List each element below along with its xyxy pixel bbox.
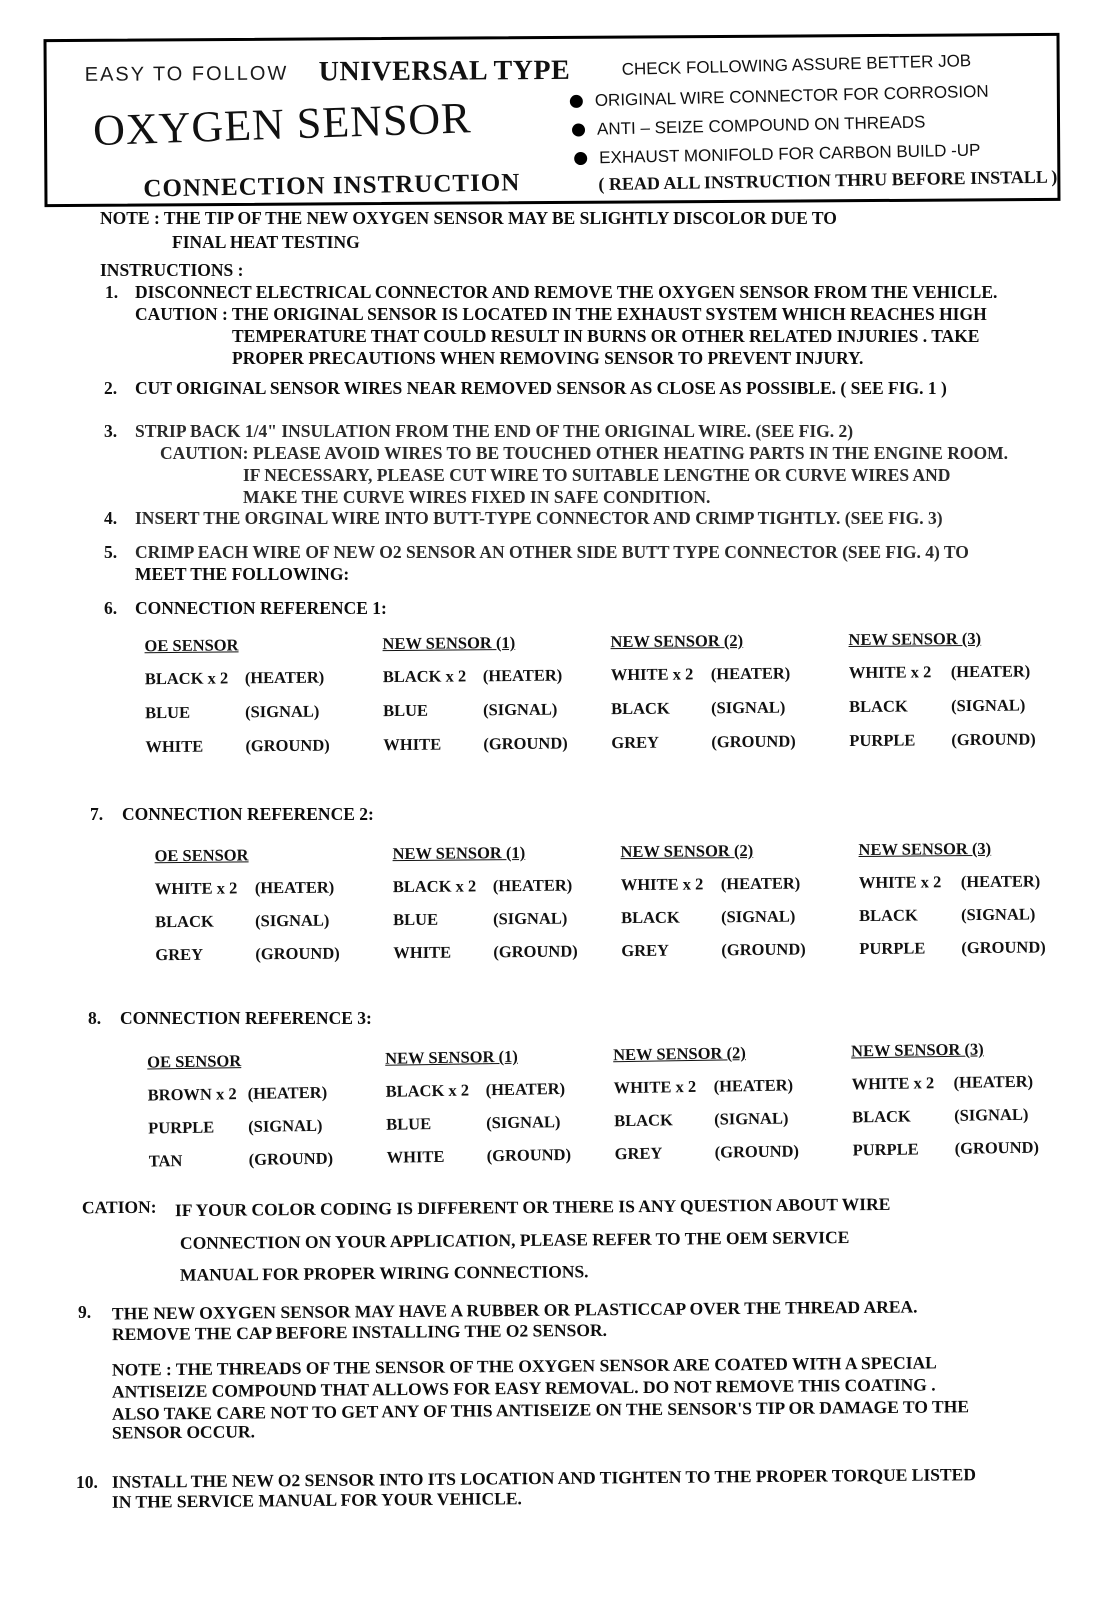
step-1-line-3: TEMPERATURE THAT COULD RESULT IN BURNS OR OTHER RELATED INJURIES . TAKE	[232, 326, 980, 346]
step-10-line-1: INSTALL THE NEW O2 SENSOR INTO ITS LOCATION AND TIGHTEN TO THE PROPER TORQUE LISTED	[111, 1464, 977, 1492]
cell-type: (HEATER)	[244, 667, 325, 688]
step-number: 1.	[105, 282, 119, 302]
header-box	[43, 33, 1060, 207]
step-number: 7.	[90, 804, 104, 824]
cell-type: (SIGNAL)	[950, 695, 1026, 716]
step-3-line-4: MAKE THE CURVE WIRES FIXED IN SAFE CONDITION.	[243, 487, 711, 507]
step-1-line-1: DISCONNECT ELECTRICAL CONNECTOR AND REMOVE THE OXYGEN SENSOR FROM THE VEHICLE.	[135, 282, 998, 302]
cell-color: BLUE	[383, 700, 429, 721]
cell-type: (HEATER)	[950, 661, 1031, 682]
cell-color: BLACK x 2	[385, 1080, 470, 1101]
cell-type: (SIGNAL)	[486, 1112, 561, 1133]
step-3-line-2: CAUTION: PLEASE AVOID WIRES TO BE TOUCHED OTHER HEATING PARTS IN THE ENGINE ROOM.	[160, 443, 1008, 463]
cell-type: (GROUND)	[486, 1144, 572, 1166]
cell-color: WHITE x 2	[620, 874, 704, 895]
step-2-line-1: CUT ORIGINAL SENSOR WIRES NEAR REMOVED SENSOR AS CLOSE AS POSSIBLE. ( SEE FIG. 1 )	[135, 378, 947, 398]
cell-color: PURPLE	[849, 730, 916, 751]
cell-color: BLACK	[858, 905, 918, 926]
cell-color: GREY	[614, 1143, 663, 1164]
header-bullet-list	[570, 81, 1051, 174]
bullet-text: ANTI – SEIZE COMPOUND ON THREADS	[596, 112, 926, 139]
step-number: 2.	[104, 378, 118, 398]
step-number: 9.	[78, 1302, 92, 1322]
step-3-line-1: STRIP BACK 1/4" INSULATION FROM THE END OF THE ORIGINAL WIRE. (SEE FIG. 2)	[135, 421, 854, 441]
cell-type: (SIGNAL)	[720, 906, 796, 927]
step-1-line-2: CAUTION : THE ORIGINAL SENSOR IS LOCATED IN THE EXHAUST SYSTEM WHICH REACHES HIGH	[135, 304, 987, 324]
step-9-line-1: THE NEW OXYGEN SENSOR MAY HAVE A RUBBER OR PLASTICCAP OVER THE THREAD AREA.	[111, 1296, 918, 1324]
cell-type: (GROUND)	[493, 941, 578, 962]
cell-type: (GROUND)	[951, 729, 1036, 750]
bullet-dot-icon	[574, 152, 587, 165]
cell-type: (GROUND)	[961, 937, 1046, 958]
cell-type: (SIGNAL)	[710, 697, 786, 718]
cell-color: GREY	[611, 732, 660, 753]
step-1-line-4: PROPER PRECAUTIONS WHEN REMOVING SENSOR TO PREVENT INJURY.	[232, 348, 864, 368]
connection-reference-3-heading: CONNECTION REFERENCE 3:	[120, 1008, 372, 1028]
caution-line-1: IF YOUR COLOR CODING IS DIFFERENT OR THERE IS ANY QUESTION ABOUT WIRE	[174, 1193, 891, 1221]
cell-type: (GROUND)	[714, 1141, 800, 1162]
header-read-all-note: ( READ ALL INSTRUCTION THRU BEFORE INSTALL )	[598, 166, 1058, 195]
connection-reference-1-table	[144, 628, 1105, 771]
caution-line-3: MANUAL FOR PROPER WIRING CONNECTIONS.	[179, 1261, 589, 1285]
cell-type: (HEATER)	[713, 1075, 794, 1096]
cell-type: (GROUND)	[255, 943, 340, 964]
cell-type: (GROUND)	[248, 1148, 334, 1169]
cell-type: (HEATER)	[953, 1071, 1034, 1092]
bullet-dot-icon	[570, 95, 583, 108]
step-5-line-1: CRIMP EACH WIRE OF NEW O2 SENSOR AN OTHER SIDE BUTT TYPE CONNECTOR (SEE FIG. 4) TO	[135, 542, 969, 562]
cell-type: (SIGNAL)	[960, 904, 1036, 925]
cell-type: (HEATER)	[710, 663, 791, 684]
step-10-line-2: IN THE SERVICE MANUAL FOR YOUR VEHICLE.	[111, 1488, 522, 1512]
cell-color: BLACK	[851, 1106, 911, 1127]
cell-color: WHITE x 2	[858, 872, 942, 893]
step-9-line-2: REMOVE THE CAP BEFORE INSTALLING THE O2 SENSOR.	[111, 1319, 608, 1345]
bullet-text: EXHAUST MONIFOLD FOR CARBON BUILD -UP	[598, 140, 981, 168]
caution-line-2: CONNECTION ON YOUR APPLICATION, PLEASE REFER TO THE OEM SERVICE	[179, 1227, 850, 1253]
cell-color: BLUE	[386, 1114, 432, 1134]
cell-type: (HEATER)	[492, 875, 573, 896]
cell-color: BLACK	[848, 696, 908, 717]
cell-type: (SIGNAL)	[248, 1115, 323, 1136]
top-note-line-1: NOTE : THE TIP OF THE NEW OXYGEN SENSOR MAY BE SLIGHTLY DISCOLOR DUE TO	[100, 208, 837, 228]
connection-reference-2-heading: CONNECTION REFERENCE 2:	[122, 804, 374, 824]
cell-type: (HEATER)	[247, 1082, 328, 1103]
top-note-line-2: FINAL HEAT TESTING	[172, 232, 360, 252]
bullet-dot-icon	[572, 123, 585, 136]
cell-type: (HEATER)	[720, 873, 801, 894]
header-connection-instruction: CONNECTION INSTRUCTION	[143, 169, 521, 203]
caution-label: CATION:	[81, 1196, 157, 1218]
column-header: NEW SENSOR (3)	[850, 1039, 984, 1061]
cell-color: WHITE x 2	[610, 664, 694, 685]
step-number: 5.	[104, 542, 118, 562]
cell-color: WHITE x 2	[154, 878, 238, 899]
connection-reference-2-table	[154, 838, 1109, 978]
cell-color: WHITE x 2	[848, 662, 932, 683]
cell-type: (HEATER)	[960, 871, 1041, 892]
header-easy-to-follow: EASY TO FOLLOW	[84, 62, 289, 86]
column-header: OE SENSOR	[144, 635, 239, 656]
column-header: NEW SENSOR (1)	[384, 1046, 518, 1068]
column-header: NEW SENSOR (1)	[382, 632, 516, 654]
cell-type: (GROUND)	[954, 1137, 1040, 1158]
cell-color: GREY	[155, 944, 204, 965]
cell-color: BLACK x 2	[392, 876, 477, 897]
table-row	[145, 729, 1105, 771]
cell-color: BLACK	[621, 907, 680, 928]
column-header: NEW SENSOR (1)	[392, 842, 526, 864]
cell-type: (SIGNAL)	[255, 910, 330, 931]
cell-type: (SIGNAL)	[483, 699, 558, 720]
bottom-note-line-2: ANTISEIZE COMPOUND THAT ALLOWS FOR EASY REMOVAL. DO NOT REMOVE THIS COATING .	[111, 1374, 936, 1402]
bottom-note-line-3: ALSO TAKE CARE NOT TO GET ANY OF THIS ANTISEIZE ON THE SENSOR'S TIP OR DAMAGE TO THE	[111, 1396, 970, 1424]
cell-color: GREY	[621, 940, 670, 961]
cell-color: BLACK	[610, 698, 670, 719]
cell-color: PURPLE	[859, 938, 926, 959]
cell-color: BLACK x 2	[144, 668, 229, 689]
connection-reference-3-table	[147, 1037, 1109, 1184]
bottom-note-line-1: NOTE : THE THREADS OF THE SENSOR OF THE OXYGEN SENSOR ARE COATED WITH A SPECIAL	[111, 1352, 937, 1380]
step-number: 6.	[104, 598, 118, 618]
cell-color: BLUE	[145, 702, 191, 723]
cell-type: (GROUND)	[711, 731, 796, 752]
step-number: 10.	[76, 1472, 98, 1492]
cell-color: WHITE	[393, 942, 452, 963]
step-number: 8.	[88, 1008, 102, 1028]
table-row	[155, 937, 1109, 978]
step-3-line-3: IF NECESSARY, PLEASE CUT WIRE TO SUITABLE LENGTHE OR CURVE WIRES AND	[243, 465, 951, 485]
cell-color: WHITE	[145, 736, 204, 757]
step-number: 3.	[104, 421, 118, 441]
bottom-note-line-4: SENSOR OCCUR.	[111, 1421, 256, 1443]
cell-type: (SIGNAL)	[245, 701, 320, 722]
cell-color: TAN	[148, 1151, 183, 1171]
column-header: NEW SENSOR (2)	[610, 630, 744, 652]
header-universal-type: UNIVERSAL TYPE	[318, 54, 571, 88]
cell-type: (HEATER)	[485, 1078, 566, 1100]
cell-color: PURPLE	[148, 1117, 215, 1138]
cell-color: BLACK x 2	[382, 666, 467, 687]
cell-type: (SIGNAL)	[713, 1108, 789, 1129]
cell-color: BLACK	[614, 1110, 673, 1131]
cell-color: WHITE	[386, 1146, 445, 1167]
cell-color: PURPLE	[852, 1139, 919, 1160]
column-header: NEW SENSOR (3)	[858, 838, 992, 860]
header-title-oxygen-sensor: OXYGEN SENSOR	[92, 93, 473, 156]
cell-color: WHITE x 2	[613, 1076, 697, 1098]
header-check-line: CHECK FOLLOWING ASSURE BETTER JOB	[621, 51, 972, 79]
step-5-line-2: MEET THE FOLLOWING:	[135, 564, 350, 584]
column-header: NEW SENSOR (3)	[848, 628, 982, 650]
cell-color: BROWN x 2	[147, 1084, 237, 1105]
cell-type: (GROUND)	[721, 939, 806, 960]
cell-type: (SIGNAL)	[953, 1104, 1029, 1125]
column-header: NEW SENSOR (2)	[612, 1043, 746, 1065]
column-header: NEW SENSOR (2)	[620, 840, 754, 862]
cell-type: (HEATER)	[482, 665, 563, 686]
bullet-text: ORIGINAL WIRE CONNECTOR FOR CORROSION	[594, 81, 989, 111]
cell-color: BLUE	[393, 909, 439, 930]
cell-type: (GROUND)	[245, 735, 330, 756]
column-header: OE SENSOR	[154, 845, 249, 866]
instructions-label: INSTRUCTIONS :	[100, 260, 244, 280]
cell-color: WHITE	[383, 734, 442, 755]
column-header: OE SENSOR	[147, 1051, 242, 1072]
step-number: 4.	[104, 508, 118, 528]
connection-reference-1-heading: CONNECTION REFERENCE 1:	[135, 598, 387, 618]
cell-type: (HEATER)	[254, 877, 335, 898]
cell-color: WHITE x 2	[851, 1073, 935, 1094]
cell-type: (SIGNAL)	[493, 908, 568, 929]
cell-color: BLACK	[155, 911, 214, 932]
cell-type: (GROUND)	[483, 733, 568, 754]
step-4-line-1: INSERT THE ORGINAL WIRE INTO BUTT-TYPE CONNECTOR AND CRIMP TIGHTLY. (SEE FIG. 3)	[135, 508, 943, 528]
